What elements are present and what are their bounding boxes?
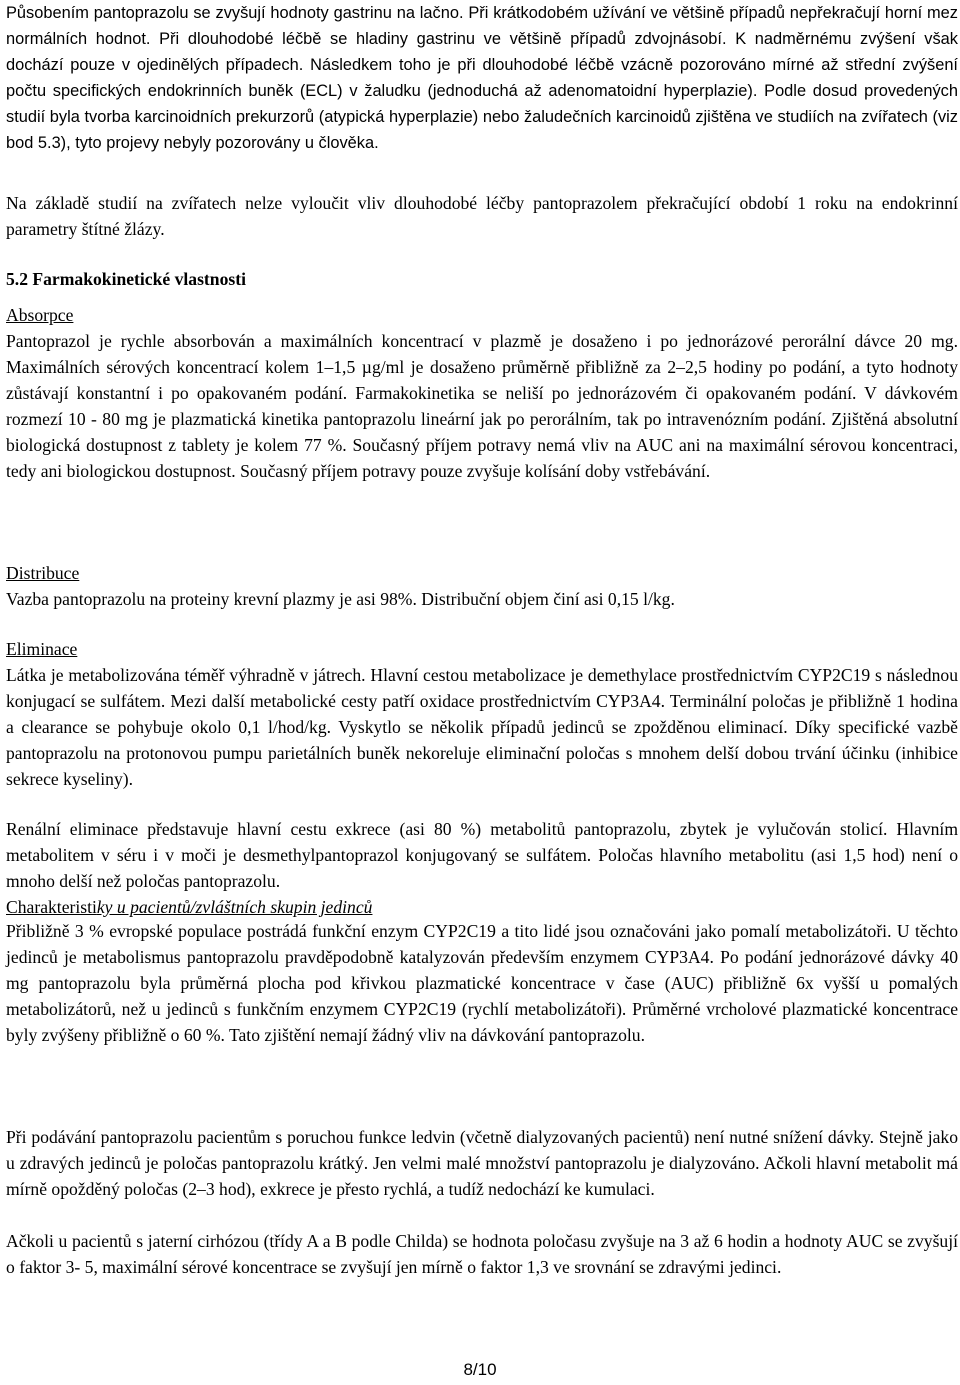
- section-heading: 5.2 Farmakokinetické vlastnosti: [6, 269, 246, 289]
- eliminace-paragraph-1: Látka je metabolizována téměř výhradně v játrech. Hlavní cestou metabolizace je demethylace prostřednictvím CYP2C19 s následnou konjugací se sulfátem. Mezi další metabolické cesty patří oxidace prostřednictvím CYP3A4. Terminální poločas je přibližně 1 hodina a clearance se pohybuje okolo 0,1 l/hod/kg. Vyskytlo se několik případů jedinců se zpožděnou eliminací. Díky specifické vazbě pantoprazolu na protonovou pumpu parietálních buněk nekoreluje eliminační poločas s mnohem delší dobou trvání účinku (inhibice sekrece kyseliny).: [6, 665, 958, 789]
- subheading-eliminace: Eliminace: [6, 639, 78, 659]
- subheading-absorpce: Absorpce: [6, 305, 74, 325]
- charakteristiky-paragraph-1: Přibližně 3 % evropské populace postrádá funkční enzym CYP2C19 a tito lidé jsou označováni jako pomalí metabolizátoři. U těchto jedinců je metabolismus pantoprazolu pravděpodobně katalyzován především enzymem CYP3A4. Po podání jednorázové dávky 40 mg pantoprazolu byla průměrná plocha pod křivkou plazmatické koncentrace v čase (AUC) přibližně 6x vyšší u pomalých metabolizátorů, než u jedinců s funkčním enzymem CYP2C19 (rychlí metabolizátoři). Průměrné vrcholové plazmatické koncentrace byly zvýšeny přibližně o 60 %. Tato zjištění nemají žádný vliv na dávkování pantoprazolu.: [6, 921, 958, 1045]
- absorpce-text: Pantoprazol je rychle absorbován a maximálních koncentrací v plazmě je dosaženo i po jednorázové perorální dávce 20 mg. Maximálních sérových koncentrací kolem 1–1,5 µg/ml je dosaženo průměrně přibližně za 2–2,5 hodiny po podání, a tyto hodnoty zůstávají konstantní i po opakovaném podání. Farmakokinetika se neliší po jednorázovém či opakovaném podání. V dávkovém rozmezí 10 - 80 mg je plazmatická kinetika pantoprazolu lineární jak po perorálním, tak po intravenózním podání. Zjištěná absolutní biologická dostupnost z tablety je kolem 77 %. Současný příjem potravy nemá vliv na AUC ani na maximální sérovou koncentraci, tedy ani biologickou dostupnost. Současný příjem potravy pouze zvyšuje kolísání doby vstřebávání.: [6, 331, 958, 481]
- intro-paragraph-2: Na základě studií na zvířatech nelze vyloučit vliv dlouhodobé léčby pantoprazolem překračující období 1 roku na endokrinní parametry štítné žlázy.: [6, 193, 958, 239]
- subheading-charakteristiky-plain: Charakteristi: [6, 897, 97, 917]
- charakteristiky-paragraph-3: Ačkoli u pacientů s jaterní cirhózou (třídy A a B podle Childa) se hodnota poločasu zvyšuje na 3 až 6 hodin a hodnoty AUC se zvyšují o faktor 3- 5, maximální sérové koncentrace se zvyšují jen mírně o faktor 1,3 ve srovnání se zdravými jedinci.: [6, 1231, 958, 1277]
- intro-paragraph-1: Působením pantoprazolu se zvyšují hodnoty gastrinu na lačno. Při krátkodobém užívání ve většině případů nepřekračují horní mez normálních hodnot. Při dlouhodobé léčbě se hladiny gastrinu ve většině případů zdvojnásobí. K nadměrnému zvýšení však dochází pouze v ojedinělých případech. Následkem toho je při dlouhodobé léčbě vzácně pozorováno mírné až střední zvýšení počtu specifických endokrinních buněk (ECL) v žaludku (jednoduchá až adenomatoidní hyperplazie). Podle dosud provedených studií byla tvorba karcinoidních prekurzorů (atypická hyperplazie) nebo žaludečních karcinoidů zjištěna ve studiích na zvířatech (viz bod 5.3), tyto projevy nebyly pozorovány u člověka.: [6, 4, 958, 152]
- distribuce-text: Vazba pantoprazolu na proteiny krevní plazmy je asi 98%. Distribuční objem činí asi 0,15 l/kg.: [6, 589, 675, 609]
- subheading-charakteristiky-italic: ky u pacientů/zvláštních skupin jedinců: [96, 897, 373, 917]
- charakteristiky-paragraph-2: Při podávání pantoprazolu pacientům s poruchou funkce ledvin (včetně dialyzovaných pacientů) není nutné snížení dávky. Stejně jako u zdravých jedinců je poločas pantoprazolu krátký. Jen velmi malé množství pantoprazolu je dialyzováno. Ačkoli hlavní metabolit má mírně opožděný poločas (2–3 hod), exkrece je přesto rychlá, a tudíž nedochází ke kumulaci.: [6, 1127, 958, 1199]
- subheading-charakteristiky: [6, 894, 372, 920]
- page-number: 8/10: [463, 1360, 497, 1379]
- subheading-distribuce: Distribuce: [6, 563, 80, 583]
- eliminace-paragraph-2: Renální eliminace představuje hlavní cestu exkrece (asi 80 %) metabolitů pantoprazolu, zbytek je vylučován stolicí. Hlavním metabolitem v séru i v moči je desmethylpantoprazol konjugovaný se sulfátem. Poločas hlavního metabolitu (asi 1,5 hod) není o mnoho delší než poločas pantoprazolu.: [6, 819, 958, 891]
